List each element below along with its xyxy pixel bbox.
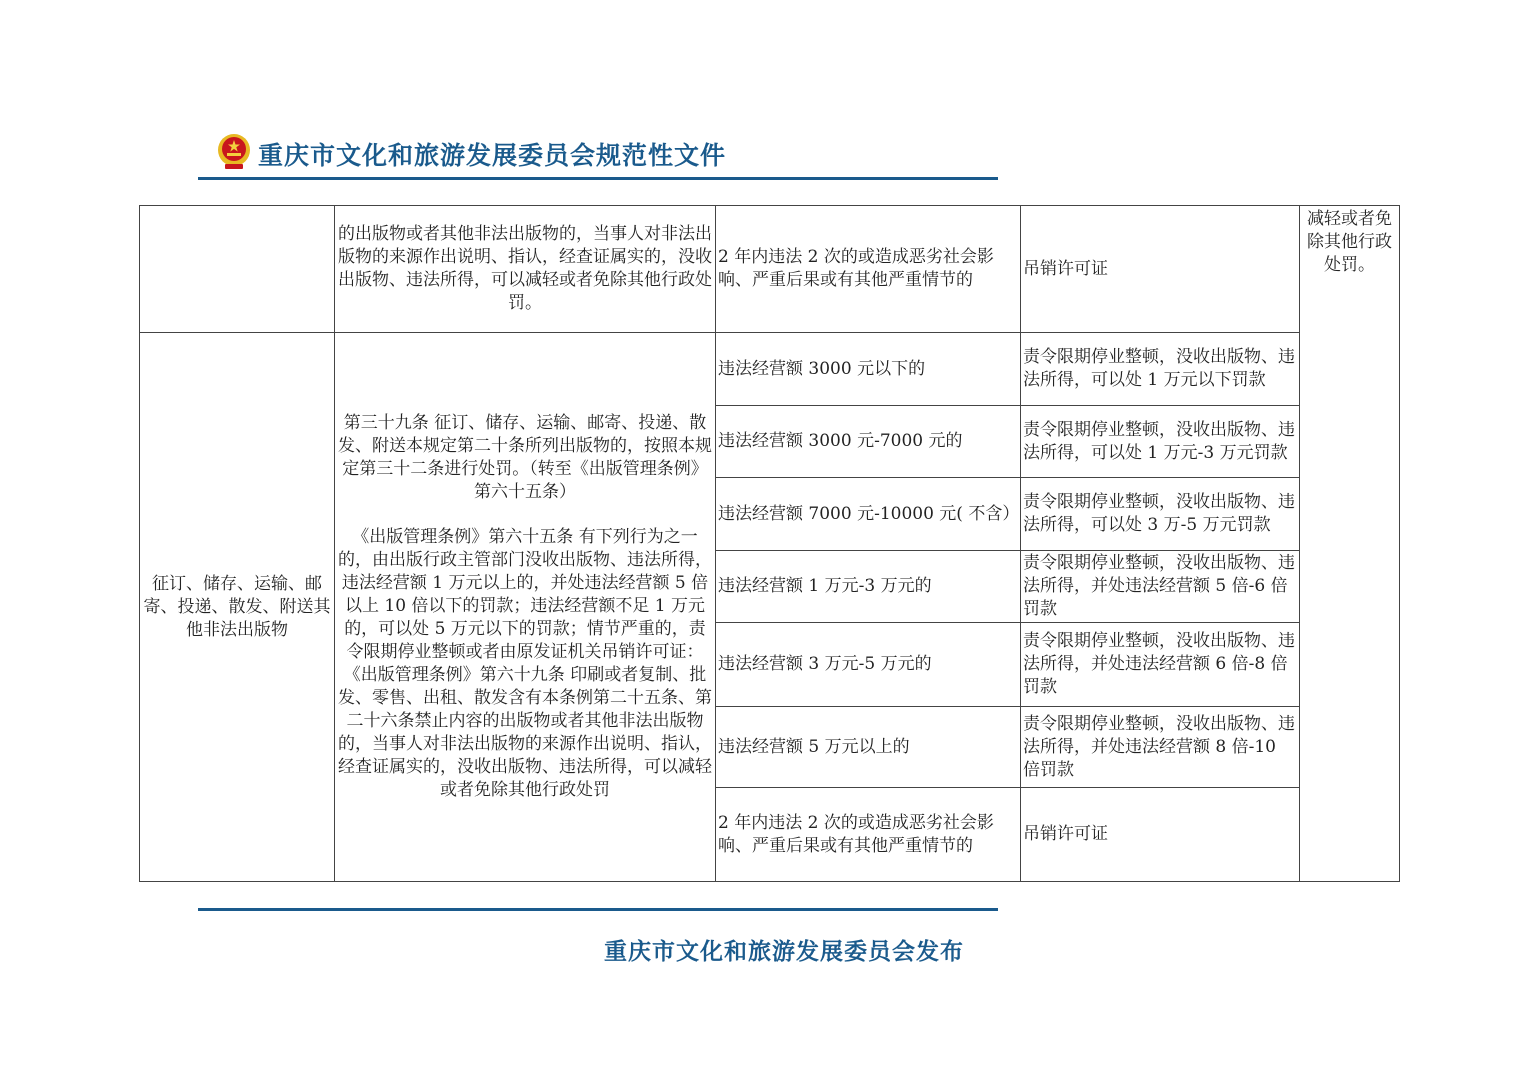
circumstance-cell: 违法经营额 5 万元以上的 [716, 707, 1021, 788]
circumstance-cell: 违法经营额 3000 元以下的 [716, 333, 1021, 406]
legal-basis-cell: 的出版物或者其他非法出版物的，当事人对非法出版物的来源作出说明、指认，经查证属实的，没收出版物、违法所得，可以减轻或者免除其他行政处罚。 [335, 206, 716, 333]
circumstance-cell: 违法经营额 1 万元-3 万元的 [716, 551, 1021, 623]
table-row [140, 206, 1400, 333]
circumstance-cell: 2 年内违法 2 次的或造成恶劣社会影响、严重后果或有其他严重情节的 [716, 206, 1021, 333]
circumstance-cell: 违法经营额 7000 元-10000 元( 不含） [716, 478, 1021, 551]
penalty-cell: 吊销许可证 [1021, 788, 1300, 882]
table-row [140, 333, 1400, 406]
penalty-cell: 吊销许可证 [1021, 206, 1300, 333]
legal-basis-article-65: 《出版管理条例》第六十五条 有下列行为之一的，由出版行政主管部门没收出版物、违法所得，违法经营额 1 万元以上的，并处违法经营额 5 倍以上 10 倍以下的罚款；违法经营额不足 1 万元的，可以处 5 万元以下的罚款；情节严重的，责令限期停业整顿或者由原发证机关吊销许可证： [338, 527, 712, 662]
header-rule [198, 177, 998, 180]
penalty-cell: 责令限期停业整顿，没收出版物、违法所得，可以处 1 万元-3 万元罚款 [1021, 406, 1300, 478]
penalty-cell: 责令限期停业整顿，没收出版物、违法所得，可以处 3 万-5 万元罚款 [1021, 478, 1300, 551]
legal-basis-article-39: 第三十九条 征订、储存、运输、邮寄、投递、散发、附送本规定第二十条所列出版物的，按照本规定第三十二条进行处罚。（转至《出版管理条例》第六十五条） [338, 413, 712, 502]
document-header-title: 重庆市文化和旅游发展委员会规范性文件 [258, 141, 727, 170]
legal-basis-cell [335, 333, 716, 882]
penalty-cell: 责令限期停业整顿，没收出版物、违法所得，并处违法经营额 6 倍-8 倍罚款 [1021, 623, 1300, 707]
violation-cell: 征订、储存、运输、邮寄、投递、散发、附送其他非法出版物 [140, 333, 335, 882]
penalty-cell: 责令限期停业整顿，没收出版物、违法所得，并处违法经营额 8 倍-10 倍罚款 [1021, 707, 1300, 788]
penalty-table [139, 205, 1400, 882]
penalty-cell: 责令限期停业整顿，没收出版物、违法所得，并处违法经营额 5 倍-6 倍罚款 [1021, 551, 1300, 623]
document-footer-title: 重庆市文化和旅游发展委员会发布 [604, 939, 964, 965]
circumstance-cell: 违法经营额 3 万元-5 万元的 [716, 623, 1021, 707]
remark-cell: 减轻或者免除其他行政处罚。 [1300, 206, 1400, 882]
circumstance-cell: 2 年内违法 2 次的或造成恶劣社会影响、严重后果或有其他严重情节的 [716, 788, 1021, 882]
penalty-cell: 责令限期停业整顿，没收出版物、违法所得，可以处 1 万元以下罚款 [1021, 333, 1300, 406]
footer-rule [198, 908, 998, 911]
legal-basis-article-69: 《出版管理条例》第六十九条 印刷或者复制、批发、零售、出租、散发含有本条例第二十五条、第二十六条禁止内容的出版物或者其他非法出版物的，当事人对非法出版物的来源作出说明、指认，经查证属实的，没收出版物、违法所得，可以减轻或者免除其他行政处罚 [338, 665, 712, 800]
national-emblem-icon [216, 133, 252, 171]
circumstance-cell: 违法经营额 3000 元-7000 元的 [716, 406, 1021, 478]
violation-cell [140, 206, 335, 333]
